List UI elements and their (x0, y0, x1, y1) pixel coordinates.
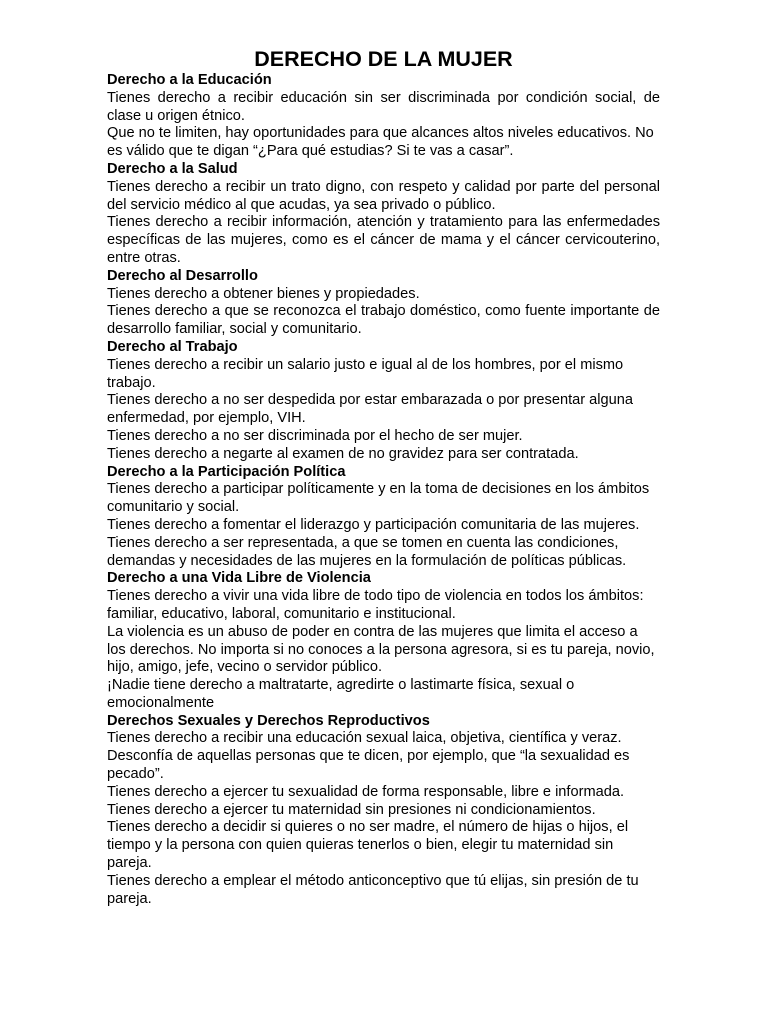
paragraph: Tienes derecho a negarte al examen de no gravidez para ser contratada. (107, 445, 579, 462)
section-heading: Derechos Sexuales y Derechos Reproductivos (107, 712, 430, 729)
section-trabajo (107, 339, 660, 464)
paragraph: Tienes derecho a recibir un trato digno, con respeto y calidad por parte del personal del servicio médico al que acudas, ya sea privado o público. (107, 178, 660, 213)
section-heading: Derecho a la Participación Política (107, 463, 346, 480)
section-derechos-sexuales-reproductivos (107, 713, 660, 909)
section-vida-libre-violencia (107, 570, 660, 712)
paragraph: Tienes derecho a recibir educación sin ser discriminada por condición social, de clase u origen étnico. (107, 89, 660, 124)
paragraph: ¡Nadie tiene derecho a maltratarte, agredirte o lastimarte física, sexual o emocionalmente (107, 677, 575, 711)
section-desarrollo (107, 268, 660, 339)
paragraph: Tienes derecho a no ser discriminada por el hecho de ser mujer. (107, 427, 523, 444)
paragraph: Tienes derecho a fomentar el liderazgo y participación comunitaria de las mujeres. (107, 516, 640, 533)
paragraph: Que no te limiten, hay oportunidades para que alcances altos niveles educativos. No es válido que te digan “¿Para qué estudias? Si te vas a casar”. (107, 125, 654, 160)
section-educacion (107, 72, 660, 161)
paragraph: La violencia es un abuso de poder en contra de las mujeres que limita el acceso a los derechos. No importa si no conoces a la persona agresora, si es tu pareja, novio, hijo, amigo, jefe, vecino o servidor público. (107, 623, 655, 676)
paragraph: Tienes derecho a ejercer tu maternidad sin presiones ni condicionamientos. (107, 801, 596, 818)
paragraph: Tienes derecho a obtener bienes y propiedades. (107, 285, 420, 302)
paragraph: Tienes derecho a recibir información, atención y tratamiento para las enfermedades específicas de las mujeres, como es el cáncer de mama y el cáncer cervicouterino, entre otras. (107, 214, 660, 266)
document-title: DERECHO DE LA MUJER (254, 47, 513, 71)
paragraph: Tienes derecho a vivir una vida libre de todo tipo de violencia en todos los ámbitos: familiar, educativo, laboral, comunitario e institucional. (107, 588, 644, 622)
paragraph: Tienes derecho a decidir si quieres o no ser madre, el número de hijas o hijos, el tiempo y la persona con quien quieras tenerlos o bien, elegir tu maternidad sin pareja. (107, 819, 629, 872)
paragraph: Tienes derecho a ser representada, a que se tomen en cuenta las condiciones, demandas y necesidades de las mujeres en la formulación de políticas públicas. (107, 534, 627, 569)
paragraph: Tienes derecho a que se reconozca el trabajo doméstico, como fuente importante de desarrollo familiar, social y comunitario. (107, 303, 660, 338)
paragraph: Tienes derecho a recibir una educación sexual laica, objetiva, científica y veraz. (107, 730, 622, 747)
paragraph: Tienes derecho a emplear el método anticonceptivo que tú elijas, sin presión de tu pareja. (107, 872, 639, 907)
paragraph: Tienes derecho a recibir un salario justo e igual al de los hombres, por el mismo trabajo. (107, 356, 624, 391)
section-heading: Derecho a una Vida Libre de Violencia (107, 570, 371, 587)
section-heading: Derecho a la Educación (107, 72, 272, 88)
paragraph: Tienes derecho a ejercer tu sexualidad de forma responsable, libre e informada. (107, 783, 625, 800)
section-heading: Derecho a la Salud (107, 160, 238, 177)
section-heading: Derecho al Desarrollo (107, 267, 258, 284)
paragraph: Desconfía de aquellas personas que te dicen, por ejemplo, que “la sexualidad es pecado”. (107, 748, 630, 783)
section-salud (107, 161, 660, 268)
section-participacion-politica (107, 464, 660, 571)
section-heading: Derecho al Trabajo (107, 338, 238, 355)
paragraph: Tienes derecho a participar políticamente y en la toma de decisiones en los ámbitos comunitario y social. (107, 481, 650, 516)
paragraph: Tienes derecho a no ser despedida por estar embarazada o por presentar alguna enfermedad, por ejemplo, VIH. (107, 392, 633, 427)
